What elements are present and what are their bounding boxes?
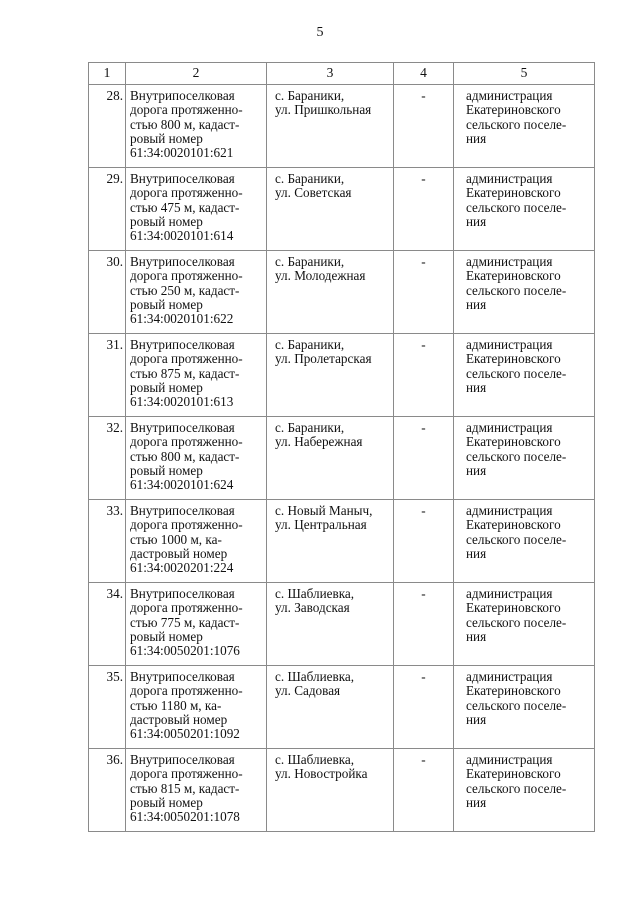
registry-table <box>88 62 595 832</box>
object-description: Внутрипоселковая дорога протяженно- стью 875 м, кадаст- ровый номер 61:34:0020101:613 <box>126 334 267 417</box>
object-owner: администрация Екатериновского сельского поселе- ния <box>454 168 595 251</box>
object-owner: администрация Екатериновского сельского поселе- ния <box>454 417 595 500</box>
object-owner: администрация Екатериновского сельского поселе- ния <box>454 666 595 749</box>
object-address: с. Бараники, ул. Пролетарская <box>267 334 394 417</box>
column-4-value: - <box>394 749 454 832</box>
row-number: 36. <box>89 749 126 832</box>
column-4-value: - <box>394 251 454 334</box>
table-row <box>89 168 595 251</box>
column-4-value: - <box>394 168 454 251</box>
row-number: 33. <box>89 500 126 583</box>
table-body <box>89 85 595 832</box>
column-4-value: - <box>394 500 454 583</box>
object-address: с. Шаблиевка, ул. Заводская <box>267 583 394 666</box>
object-description: Внутрипоселковая дорога протяженно- стью 250 м, кадаст- ровый номер 61:34:0020101:622 <box>126 251 267 334</box>
table-row <box>89 334 595 417</box>
table-row <box>89 251 595 334</box>
column-4-value: - <box>394 417 454 500</box>
object-owner: администрация Екатериновского сельского поселе- ния <box>454 251 595 334</box>
object-description: Внутрипоселковая дорога протяженно- стью 800 м, кадаст- ровый номер 61:34:0020101:621 <box>126 85 267 168</box>
object-address: с. Шаблиевка, ул. Новостройка <box>267 749 394 832</box>
row-number: 35. <box>89 666 126 749</box>
row-number: 32. <box>89 417 126 500</box>
table-row <box>89 749 595 832</box>
object-address: с. Новый Маныч, ул. Центральная <box>267 500 394 583</box>
table-row <box>89 583 595 666</box>
object-description: Внутрипоселковая дорога протяженно- стью 800 м, кадаст- ровый номер 61:34:0020101:624 <box>126 417 267 500</box>
header-cell-5: 5 <box>454 63 595 85</box>
header-cell-1: 1 <box>89 63 126 85</box>
object-description: Внутрипоселковая дорога протяженно- стью 815 м, кадаст- ровый номер 61:34:0050201:1078 <box>126 749 267 832</box>
table-row <box>89 500 595 583</box>
object-description: Внутрипоселковая дорога протяженно- стью 775 м, кадаст- ровый номер 61:34:0050201:1076 <box>126 583 267 666</box>
object-owner: администрация Екатериновского сельского поселе- ния <box>454 334 595 417</box>
object-owner: администрация Екатериновского сельского поселе- ния <box>454 85 595 168</box>
object-address: с. Бараники, ул. Пришкольная <box>267 85 394 168</box>
header-row <box>89 63 595 85</box>
row-number: 34. <box>89 583 126 666</box>
object-owner: администрация Екатериновского сельского поселе- ния <box>454 583 595 666</box>
row-number: 28. <box>89 85 126 168</box>
header-cell-3: 3 <box>267 63 394 85</box>
object-address: с. Шаблиевка, ул. Садовая <box>267 666 394 749</box>
header-cell-4: 4 <box>394 63 454 85</box>
column-4-value: - <box>394 85 454 168</box>
table-row <box>89 85 595 168</box>
column-4-value: - <box>394 666 454 749</box>
object-description: Внутрипоселковая дорога протяженно- стью 1180 м, ка- дастровый номер 61:34:0050201:1092 <box>126 666 267 749</box>
row-number: 29. <box>89 168 126 251</box>
row-number: 30. <box>89 251 126 334</box>
column-4-value: - <box>394 334 454 417</box>
page-number: 5 <box>316 25 324 40</box>
table-header <box>89 63 595 85</box>
row-number: 31. <box>89 334 126 417</box>
table-row <box>89 417 595 500</box>
object-address: с. Бараники, ул. Набережная <box>267 417 394 500</box>
table-row <box>89 666 595 749</box>
column-4-value: - <box>394 583 454 666</box>
object-address: с. Бараники, ул. Советская <box>267 168 394 251</box>
object-owner: администрация Екатериновского сельского поселе- ния <box>454 500 595 583</box>
header-cell-2: 2 <box>126 63 267 85</box>
object-address: с. Бараники, ул. Молодежная <box>267 251 394 334</box>
object-description: Внутрипоселковая дорога протяженно- стью 475 м, кадаст- ровый номер 61:34:0020101:614 <box>126 168 267 251</box>
object-description: Внутрипоселковая дорога протяженно- стью 1000 м, ка- дастровый номер 61:34:0020201:224 <box>126 500 267 583</box>
object-owner: администрация Екатериновского сельского поселе- ния <box>454 749 595 832</box>
